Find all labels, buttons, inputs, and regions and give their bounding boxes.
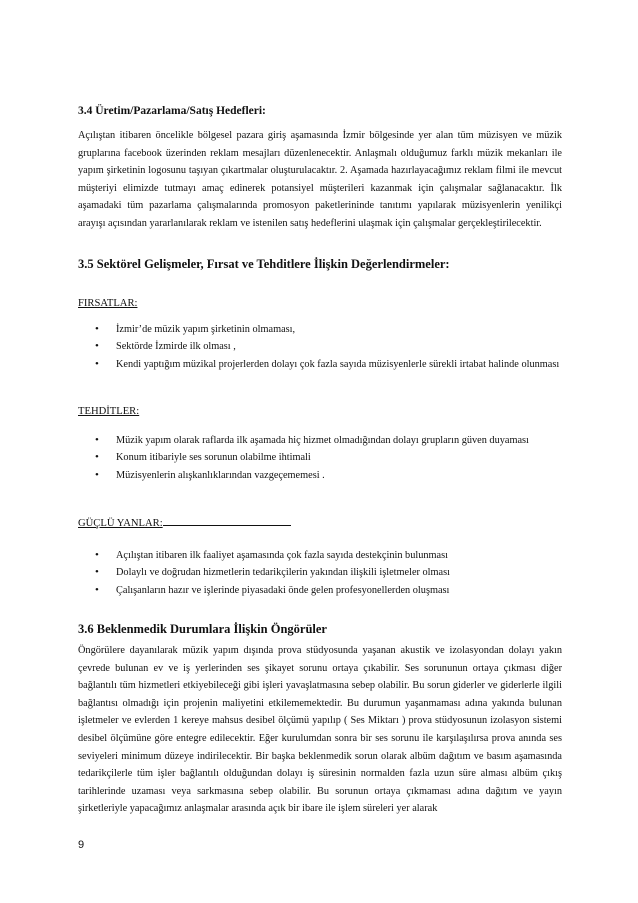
tehditler-block — [78, 405, 562, 486]
list-item: • Açılıştan itibaren ilk faaliyet aşamasında çok fazla sayıda destekçinin bulunması — [78, 549, 562, 563]
firsatlar-list — [78, 323, 562, 371]
guclu-label: GÜÇLÜ YANLAR: — [78, 515, 562, 531]
list-item: • Çalışanların hazır ve işlerinde piyasadaki önde gelen profesyonellerden oluşması — [78, 584, 562, 598]
list-item: • Kendi yaptığım müzikal projerlerden dolayı çok fazla sayıda müzisyenlerle sürekli irtabat halinde olunması — [78, 358, 562, 372]
list-item: • Dolaylı ve doğrudan hizmetlerin tedarikçilerin yakından ilişkili işletmeler olması — [78, 566, 562, 580]
section-3-4-body — [78, 127, 562, 233]
firsatlar-block — [78, 297, 562, 375]
list-item: • Sektörde İzmirde ilk olması , — [78, 340, 562, 354]
section-3-6-body — [78, 642, 562, 818]
section-3-6-heading: 3.6 Beklenmedik Durumlara İlişkin Öngörüler — [78, 622, 327, 636]
list-item: • Müzik yapım olarak raflarda ilk aşamada hiç hizmet olmadığından dolayı grupların güven duyaması — [78, 434, 562, 448]
guclu-underline — [163, 515, 291, 526]
guclu-list — [78, 549, 562, 597]
section-3-5 — [78, 257, 562, 272]
section-3-4-paragraph: Açılıştan itibaren öncelikle bölgesel pazara giriş aşamasında İzmir bölgesinde yer alan tüm müzisyen ve müzik gruplarına facebook üzerinden reklam mesajları düzenlenecektir. Anlaşmalı olduğumuz farklı müzik mekanları ile yapım şirketinin logosunu taşıyan çıkartmalar oluşturulacaktır. 2. Aşamada hazırlayacağımız reklam filmi ile mevcut müşteriyi elimizde tutmayı amaç edinerek potansiyel müşterileri kazanmak için çalışmalar sağlanacaktır. İlk aşamadaki tüm pazarlama çalışmalarında promosyon paketlerininde tanıtımı yapılarak müzisyenlerin yenilikçi arayışı açısından yararlanılarak reklam ve istenilen satış hedeflerini ulaşmak için çalışmalar gerçekleştirilecektir. — [78, 130, 562, 229]
firsatlar-label: FIRSATLAR: — [78, 298, 138, 309]
tehditler-label: TEHDİTLER: — [78, 406, 140, 417]
section-3-6-paragraph: Öngörülere dayanılarak müzik yapım dışında prova stüdyosunda yaşanan akustik ve izolasyondan dolayı yakın çevrede bulunan ev ve iş yerlerinden ses şikayet sorunu ortaya çıkabilir. Ses sorununun ortaya çıkması diğer bağlantılı tüm hizmetleri etkiyebileceği gibi işleri yavaşlatmasına sebep olabilir. Bu sorun giderler ve giderlerle ilgili bağlantısı olmadığı için projenin maliyetini etkilememektedir. Bu durumun yaşanmaması adına yakında bulunan işletmeler ve evlerden 1 kereye mahsus desibel ölçümü yapılıp ( Ses Miktarı ) prova stüdyosunun izolasyon sistemi desibel ölçümüne göre entegre edilecektir. Eğer kurulumdan sonra bir ses sorunu ile karşılaşılırsa prova anında ses seviyeleri minimum düzeye indirilecektir. Bir başka beklenmedik sorun olarak albüm dağıtım ve basım aşamasında tedarikçilerle tüm işler bağlantılı olduğundan dolayı iş süresinin normalden fazla uzun süre alması albüm çıkış tarihlerinde uzaması veya sarkmasına sebep olabilir. Bu sorunun ortaya çıkmaması adına dağıtım ve yayın şirketleriyle yapacağımız anlaşmalar arasında açık bir ibare ile işlem süreleri yer alarak — [78, 645, 562, 815]
page-number: 9 — [78, 839, 85, 851]
tehditler-list — [78, 434, 562, 482]
section-3-5-heading: 3.5 Sektörel Gelişmeler, Fırsat ve Tehditlere İlişkin Değerlendirmeler: — [78, 257, 450, 271]
section-3-4-heading: 3.4 Üretim/Pazarlama/Satış Hedefleri: — [78, 105, 266, 117]
guclu-block — [78, 515, 562, 601]
section-3-4 — [78, 104, 562, 118]
list-item: • Müzisyenlerin alışkanlıklarından vazgeçememesi . — [78, 469, 562, 483]
list-item: • İzmir’de müzik yapım şirketinin olmaması, — [78, 323, 562, 337]
list-item: • Konum itibariyle ses sorunun olabilme ihtimali — [78, 451, 562, 465]
section-3-6 — [78, 622, 562, 637]
